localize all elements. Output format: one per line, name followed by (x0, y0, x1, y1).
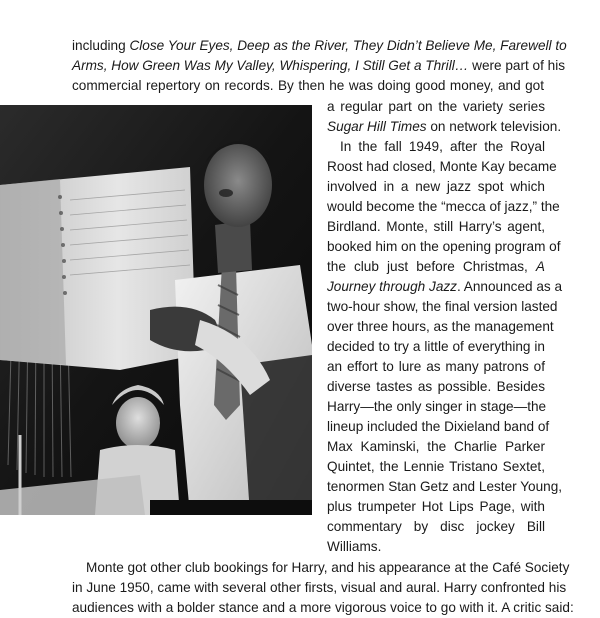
text-line: Roost had closed, Monte Kay became (327, 159, 557, 174)
text-line: Harry—the only singer in stage—the (327, 399, 547, 414)
text-line: decided to try a little of everything in (327, 339, 545, 354)
text-line: involved in a new jazz spot which (327, 179, 545, 194)
text-line: booked him on the opening program of (327, 239, 561, 254)
text-line: Journey through Jazz. Announced as a (327, 279, 563, 294)
text-line: commercial repertory on records. By then he was doing good money, and got (72, 78, 544, 93)
text-line: Birdland. Monte, still Harry’s agent, (327, 219, 545, 234)
text-line: plus trumpeter Hot Lips Page, with (327, 499, 545, 514)
text-line: Williams. (327, 539, 382, 554)
text-line: would become the “mecca of jazz,” the (327, 199, 560, 214)
text-line: Quintet, the Lennie Tristano Sextet, (327, 459, 545, 474)
text-line: lineup included the Dixieland band of (327, 419, 550, 434)
text-line: two-hour show, the final version lasted (327, 299, 558, 314)
text-line: a regular part on the variety series (327, 99, 545, 114)
text-line: including Close Your Eyes, Deep as the River, They Didn’t Believe Me, Farewell to (72, 38, 567, 53)
text-line: audiences with a bolder stance and a more vigorous voice to go with it. A critic said: (72, 600, 574, 615)
text-line: an effort to lure as many patrons of (327, 359, 545, 374)
text-line: the club just before Christmas, A (327, 259, 545, 274)
performance-photo (0, 105, 312, 515)
text-line: Max Kaminski, the Charlie Parker (327, 439, 545, 454)
text-line: diverse tastes as possible. Besides (327, 379, 545, 394)
text-line: In the fall 1949, after the Royal (340, 139, 545, 154)
text-line: in June 1950, came with several other firsts, visual and aural. Harry confronted his (72, 580, 567, 595)
text-line: Monte got other club bookings for Harry, and his appearance at the Café Society (86, 560, 570, 575)
text-line: commentary by disc jockey Bill (327, 519, 545, 534)
text-line: Arms, How Green Was My Valley, Whispering, I Still Get a Thrill… were part of his (72, 58, 566, 73)
text-line: tenormen Stan Getz and Lester Young, (327, 479, 563, 494)
text-line: Sugar Hill Times on network television. (327, 119, 562, 134)
text-line: over three hours, as the management (327, 319, 554, 334)
